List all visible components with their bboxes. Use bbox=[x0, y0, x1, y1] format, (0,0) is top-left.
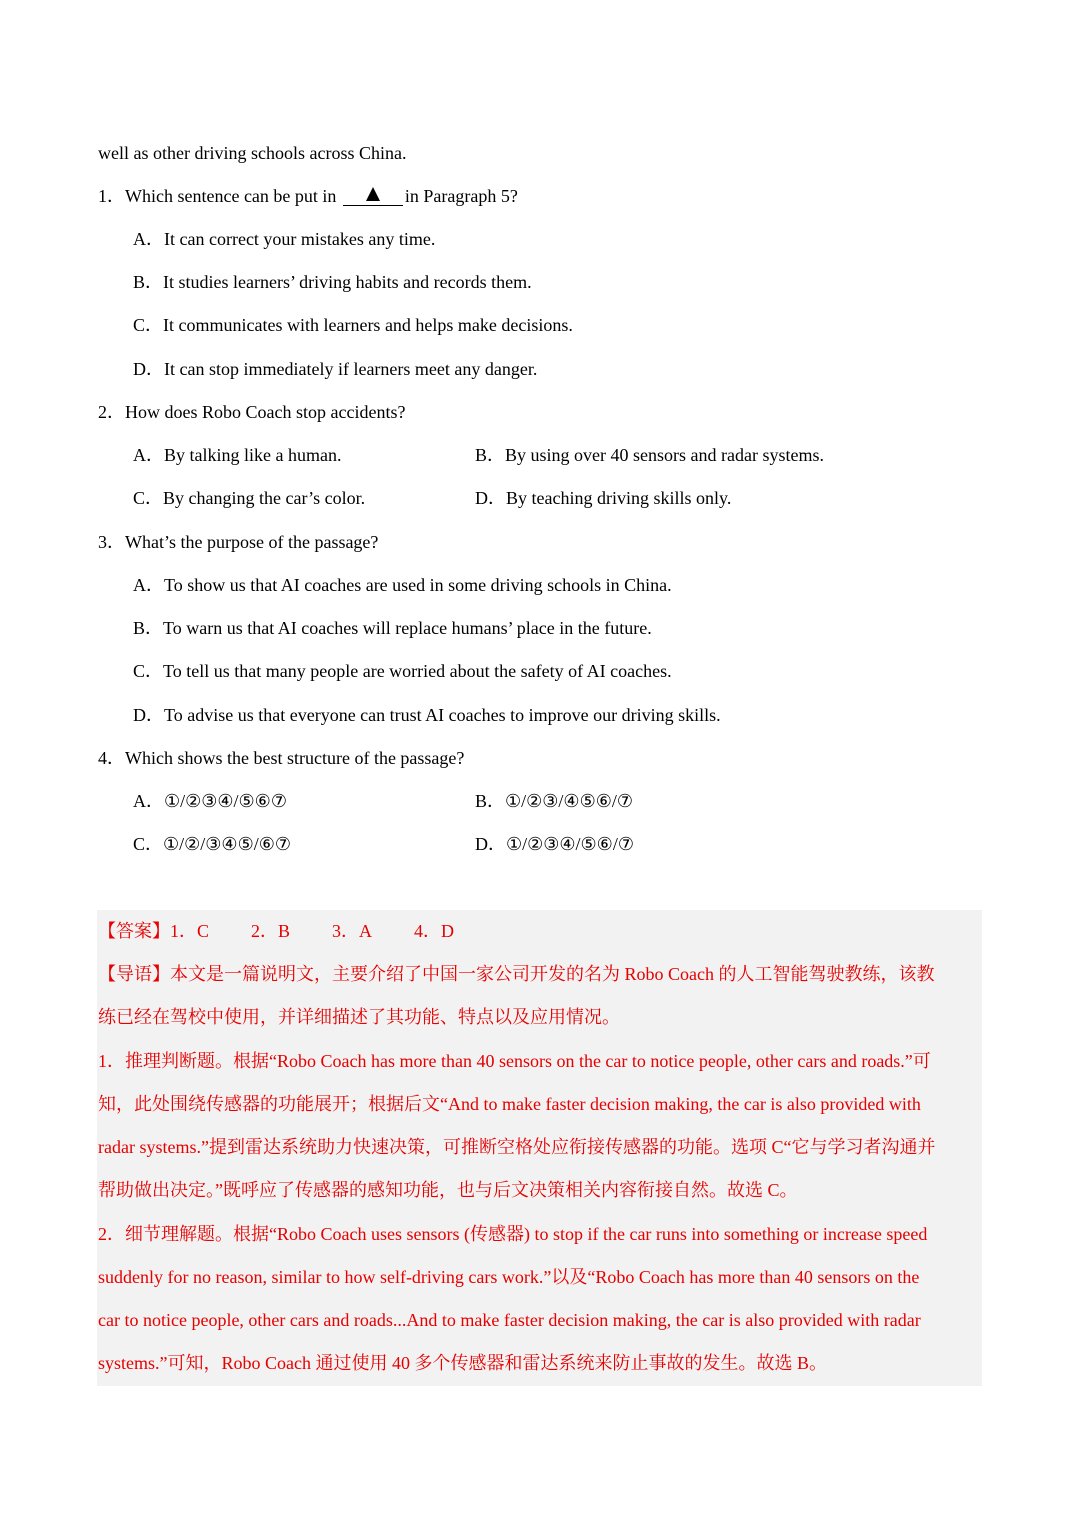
option-2b bbox=[475, 443, 824, 467]
explanation-2-line-4: systems.”可知，Robo Coach 通过使用 40 多个传感器和雷达系统来防止事故的发生。故选 B。 bbox=[98, 1353, 827, 1373]
option-4d bbox=[475, 832, 634, 856]
question-text: What’s the purpose of the passage? bbox=[125, 532, 379, 552]
guide-tag: 【导语】 bbox=[98, 964, 170, 984]
option-label: D． bbox=[133, 705, 164, 725]
option-2c bbox=[133, 486, 365, 510]
option-1c bbox=[133, 313, 573, 337]
option-text: ①/②/③④⑤/⑥⑦ bbox=[163, 834, 291, 854]
option-2d bbox=[475, 486, 731, 510]
answer-item: 3．A bbox=[332, 921, 373, 941]
option-label: A． bbox=[133, 445, 164, 465]
answer-key bbox=[98, 919, 983, 943]
question-text: How does Robo Coach stop accidents? bbox=[125, 402, 406, 422]
question-1-stem-after: in Paragraph 5? bbox=[404, 186, 518, 206]
option-3a bbox=[133, 573, 672, 597]
option-text: By teaching driving skills only. bbox=[506, 488, 732, 508]
option-text: By talking like a human. bbox=[164, 445, 342, 465]
option-3c bbox=[133, 659, 672, 683]
option-text: ①/②③④/⑤⑥⑦ bbox=[164, 791, 287, 811]
explanation-1-line-1: 1．推理判断题。根据“Robo Coach has more than 40 sensors on the car to notice people, other cars and roads.”可 bbox=[98, 1051, 931, 1071]
triangle-icon bbox=[366, 187, 380, 201]
question-1-stem-before: Which sentence can be put in bbox=[125, 186, 341, 206]
option-text: ①/②③④/⑤⑥/⑦ bbox=[506, 834, 634, 854]
option-text: It studies learners’ driving habits and records them. bbox=[163, 272, 532, 292]
option-label: B． bbox=[475, 445, 506, 465]
option-4b bbox=[475, 789, 633, 813]
option-text: To tell us that many people are worried about the safety of AI coaches. bbox=[163, 661, 672, 681]
option-text: By changing the car’s color. bbox=[163, 488, 366, 508]
option-text: It communicates with learners and helps make decisions. bbox=[163, 315, 573, 335]
question-4-stem bbox=[98, 746, 464, 770]
answer-blank bbox=[343, 187, 403, 206]
option-1b bbox=[133, 270, 532, 294]
explanation-2-line-3: car to notice people, other cars and roads...And to make faster decision making, the car is also provided with radar bbox=[98, 1310, 921, 1330]
option-text: To warn us that AI coaches will replace humans’ place in the future. bbox=[163, 618, 652, 638]
option-text: It can stop immediately if learners meet any danger. bbox=[164, 359, 538, 379]
option-text: By using over 40 sensors and radar systems. bbox=[505, 445, 824, 465]
option-text: It can correct your mistakes any time. bbox=[164, 229, 436, 249]
option-1a bbox=[133, 227, 435, 251]
option-label: A． bbox=[133, 229, 164, 249]
option-label: B． bbox=[475, 791, 506, 811]
explanation-1-line-3: radar systems.”提到雷达系统助力快速决策，可推断空格处应衔接传感器的功能。选项 C“它与学习者沟通并 bbox=[98, 1137, 936, 1157]
question-number: 2． bbox=[98, 402, 125, 422]
question-text: Which shows the best structure of the passage? bbox=[125, 748, 465, 768]
option-text: To show us that AI coaches are used in some driving schools in China. bbox=[164, 575, 672, 595]
explanation-1-line-2: 知，此处围绕传感器的功能展开；根据后文“And to make faster decision making, the car is also provided with bbox=[98, 1094, 921, 1114]
option-text: To advise us that everyone can trust AI coaches to improve our driving skills. bbox=[164, 705, 721, 725]
option-label: C． bbox=[133, 834, 164, 854]
option-3d bbox=[133, 703, 721, 727]
question-2-stem bbox=[98, 400, 405, 424]
question-1-stem bbox=[98, 184, 518, 208]
option-label: B． bbox=[133, 618, 164, 638]
question-number: 1． bbox=[98, 186, 125, 206]
option-label: C． bbox=[133, 661, 164, 681]
question-number: 3． bbox=[98, 532, 125, 552]
question-number: 4． bbox=[98, 748, 125, 768]
option-2a bbox=[133, 443, 341, 467]
option-label: D． bbox=[475, 834, 506, 854]
guide-line-1 bbox=[98, 962, 983, 986]
explanation-1-line-4: 帮助做出决定。”既呼应了传感器的感知功能，也与后文决策相关内容衔接自然。故选 C。 bbox=[98, 1180, 798, 1200]
option-4c bbox=[133, 832, 291, 856]
answer-item: 2．B bbox=[251, 921, 291, 941]
option-label: A． bbox=[133, 791, 164, 811]
explanation-2-line-1: 2．细节理解题。根据“Robo Coach uses sensors (传感器) to stop if the car runs into something or increase speed bbox=[98, 1224, 928, 1244]
option-text: ①/②③/④⑤⑥/⑦ bbox=[505, 791, 633, 811]
option-label: C． bbox=[133, 315, 164, 335]
option-1d bbox=[133, 357, 537, 381]
answer-item: 4．D bbox=[414, 921, 455, 941]
option-label: D． bbox=[475, 488, 506, 508]
question-3-stem bbox=[98, 530, 378, 554]
passage-tail: well as other driving schools across China. bbox=[98, 143, 407, 163]
option-label: C． bbox=[133, 488, 164, 508]
option-label: D． bbox=[133, 359, 164, 379]
answer-item: 1．C bbox=[170, 921, 210, 941]
guide-text: 本文是一篇说明文，主要介绍了中国一家公司开发的名为 Robo Coach 的人工智能驾驶教练，该教 bbox=[170, 964, 935, 984]
answer-tag: 【答案】 bbox=[98, 921, 170, 941]
option-label: B． bbox=[133, 272, 164, 292]
option-label: A． bbox=[133, 575, 164, 595]
option-4a bbox=[133, 789, 287, 813]
guide-line-2: 练已经在驾校中使用，并详细描述了其功能、特点以及应用情况。 bbox=[98, 1007, 620, 1027]
explanation-2-line-2: suddenly for no reason, similar to how self-driving cars work.”以及“Robo Coach has more than 40 sensors on the bbox=[98, 1267, 920, 1287]
option-3b bbox=[133, 616, 652, 640]
